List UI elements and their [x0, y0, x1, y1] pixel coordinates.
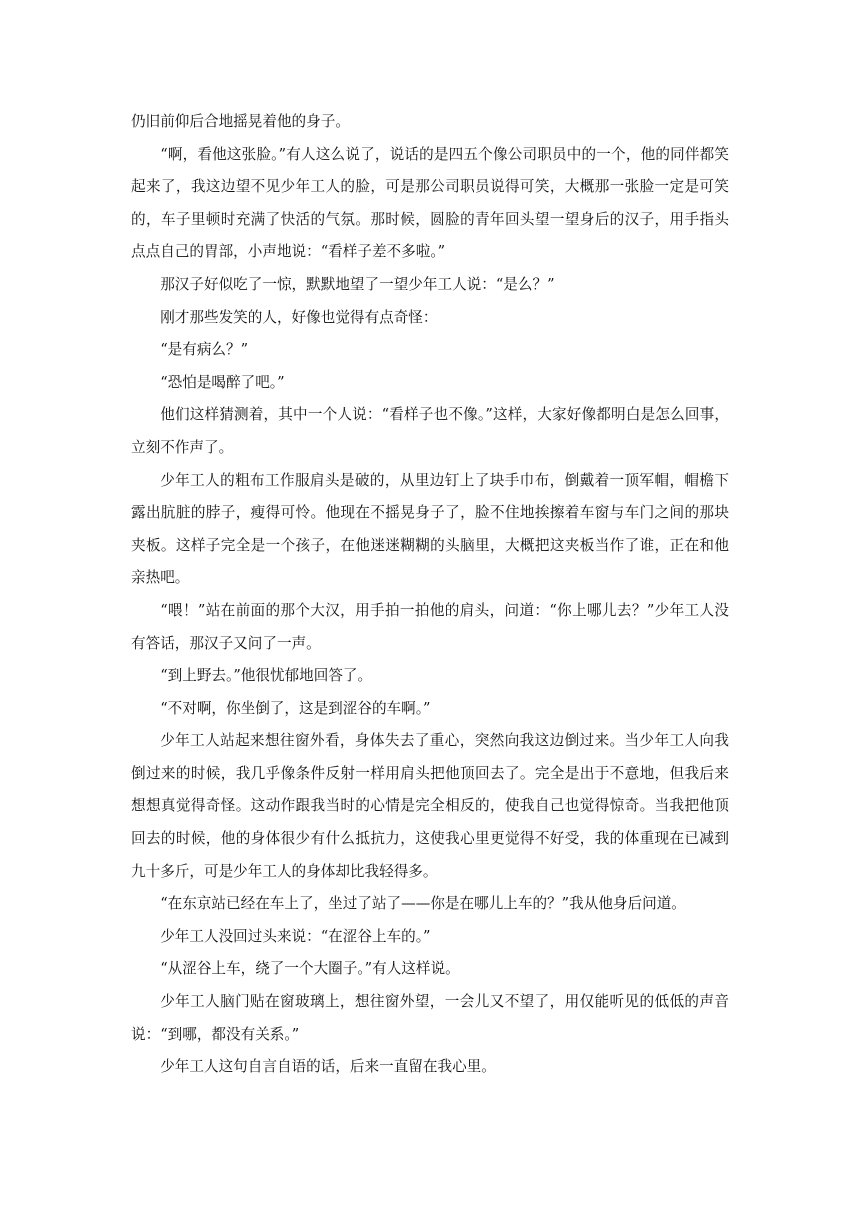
paragraph: “从涩谷上车，绕了一个大圈子。”有人这样说。: [160, 960, 460, 978]
paragraph: “不对啊，你坐倒了，这是到涩谷的车啊。”: [160, 699, 431, 717]
paragraph: “到上野去。”他很忧郁地回答了。: [160, 667, 373, 685]
paragraph: 少年工人脑门贴在窗玻璃上，想往窗外望，一会儿又不望了，用仅能听见的低低的声音说：“到哪，都没有关系。”: [131, 993, 729, 1043]
paragraph: 仍旧前仰后合地摇晃着他的身子。: [131, 113, 350, 130]
paragraph: “恐怕是喝醉了吧。”: [160, 373, 285, 391]
paragraph: 刚才那些发笑的人，好像也觉得有点奇怪：: [160, 308, 438, 326]
paragraph: 他们这样猜测着，其中一个人说：“看样子也不像。”这样，大家好像都明白是怎么回事，立刻不作声了。: [131, 406, 729, 456]
paragraph: “喂！”站在前面的那个大汉，用手拍一拍他的肩头，问道：“你上哪儿去？”少年工人没有答话，那汉子又问了一声。: [131, 601, 729, 652]
paragraph: 少年工人这句自言自语的话，后来一直留在我心里。: [160, 1058, 496, 1076]
paragraph: “啊，看他这张脸。”有人这么说了，说话的是四五个像公司职员中的一个，他的同伴都笑起来了，我这边望不见少年工人的脸，可是那公司职员说得可笑，大概那一张脸一定是可笑的，车子里顿时充满了快活的气氛。那时候，圆脸的青年回头望一望身后的汉子，用手指头点点自己的胃部，小声地说：“看样子差不多啦。”: [131, 145, 729, 261]
paragraph: “在东京站已经在车上了，坐过了站了——你是在哪儿上车的？”我从他身后问道。: [160, 895, 686, 913]
paragraph: “是有病么？”: [160, 341, 249, 359]
paragraph: 少年工人没回过头来说：“在涩谷上车的。”: [160, 927, 431, 945]
paragraph: 少年工人的粗布工作服肩头是破的，从里边钉上了块手巾布，倒戴着一顶军帽，帽檐下露出肮脏的脖子，瘦得可怜。他现在不摇晃身子了，脸不住地挨擦着车窗与车门之间的那块夹板。这样子完全是一个孩子，在他迷迷糊糊的头脑里，大概把这夹板当作了谁，正在和他亲热吧。: [131, 471, 729, 587]
document-page: [131, 106, 729, 1084]
paragraph: 少年工人站起来想往窗外看，身体失去了重心，突然向我这边倒过来。当少年工人向我倒过来的时候，我几乎像条件反射一样用肩头把他顶回去了。完全是出于不意地，但我后来想想真觉得奇怪。这动作跟我当时的心情是完全相反的，使我自己也觉得惊奇。当我把他顶回去的时候，他的身体很少有什么抵抗力，这使我心里更觉得不好受，我的体重现在已减到九十多斤，可是少年工人的身体却比我轻得多。: [131, 732, 729, 880]
paragraph: 那汉子好似吃了一惊，默默地望了一望少年工人说：“是么？”: [160, 275, 555, 293]
